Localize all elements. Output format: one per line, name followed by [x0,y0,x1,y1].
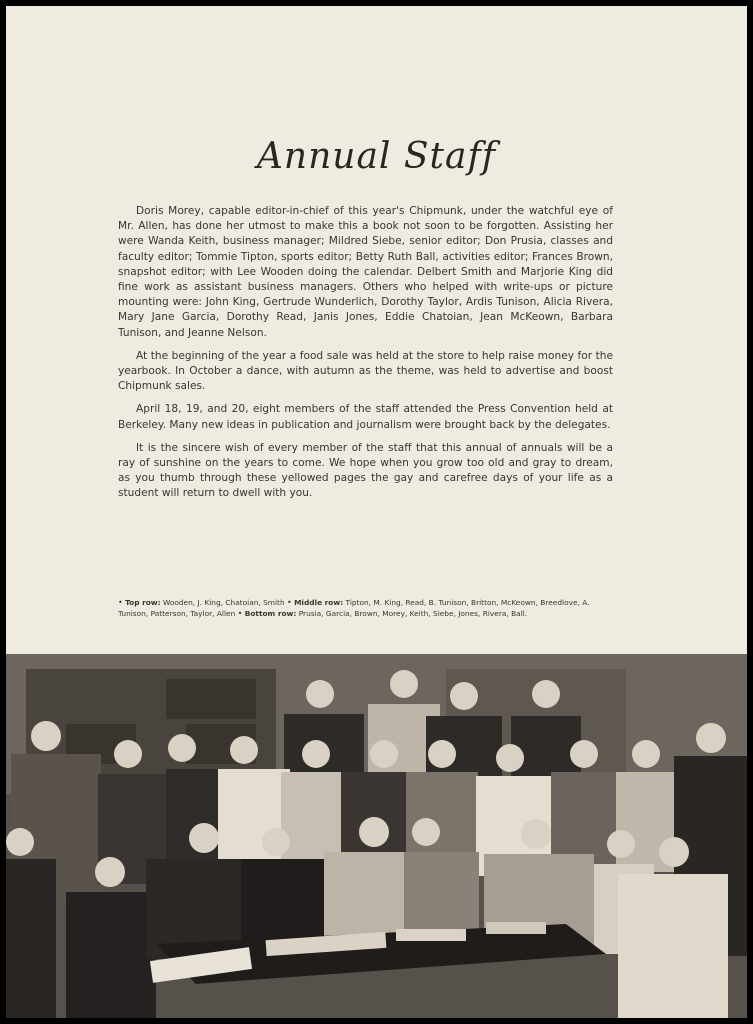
caption-middle-label: Middle row: [294,598,344,607]
caption-bullet-bottom: • [237,609,243,618]
caption-middle-names: Tipton, M. King, Read, B. Tunison, Britton, McKeown, Breedlove, A. Tunison, Patterson, Taylor, Allen [118,598,590,618]
caption-bullet-middle: • [287,598,292,607]
caption-top-names: Wooden, J. King, Chatoian, Smith [162,598,285,607]
page-title: Annual Staff [256,136,497,177]
caption-top-label: Top row: [125,598,161,607]
paragraph-4: It is the sincere wish of every member of the staff that this annual of annuals will be a ray of sunshine on the years to come. We hope when you grow too old and gray to dream, as you thumb through these yellowed pages the gay and carefree days of your life as a student will return to dwell with you. [118,441,613,500]
caption-bullet-top: • [118,598,123,607]
paragraph-2: At the beginning of the year a food sale was held at the store to help raise money for the yearbook. In October a dance, with autumn as the theme, was held to advertise and boost Chipmunk sales. [118,349,613,393]
group-photo [6,654,747,1018]
paragraph-1: Doris Morey, capable editor-in-chief of this year's Chipmunk, under the watchful eye of Mr. Allen, has done her utmost to make this a book not soon to be forgotten. Assisting her were Wanda Keith, business manager; Mildred Siebe, senior editor; Don Prusia, classes and faculty editor; Tommie Tipton, sports editor; Betty Ruth Ball, activities editor; Frances Brown, snapshot editor; with Lee Wooden doing the calendar. Delbert Smith and Marjorie King did fine work as assistant business managers. Others who helped with write-ups or picture mounting were: John King, Gertrude Wunderlich, Dorothy Taylor, Ardis Tunison, Alicia Rivera, Mary Jane Garcia, Dorothy Read, Janis Jones, Eddie Chatoian, Jean McKeown, Barbara Tunison, and Jeanne Nelson. [118,205,613,339]
paragraph-3: April 18, 19, and 20, eight members of the staff attended the Press Convention held at Berkeley. Many new ideas in publication and journalism were brought back by the delegates. [118,403,613,431]
group-photo-icon [6,654,747,1018]
staff-article [118,204,613,510]
yearbook-page [6,6,747,1018]
caption-bottom-label: Bottom row: [244,609,297,618]
photo-caption [118,597,618,619]
caption-bottom-names: Prusia, Garcia, Brown, Morey, Keith, Siebe, Jones, Rivera, Ball. [298,609,528,618]
